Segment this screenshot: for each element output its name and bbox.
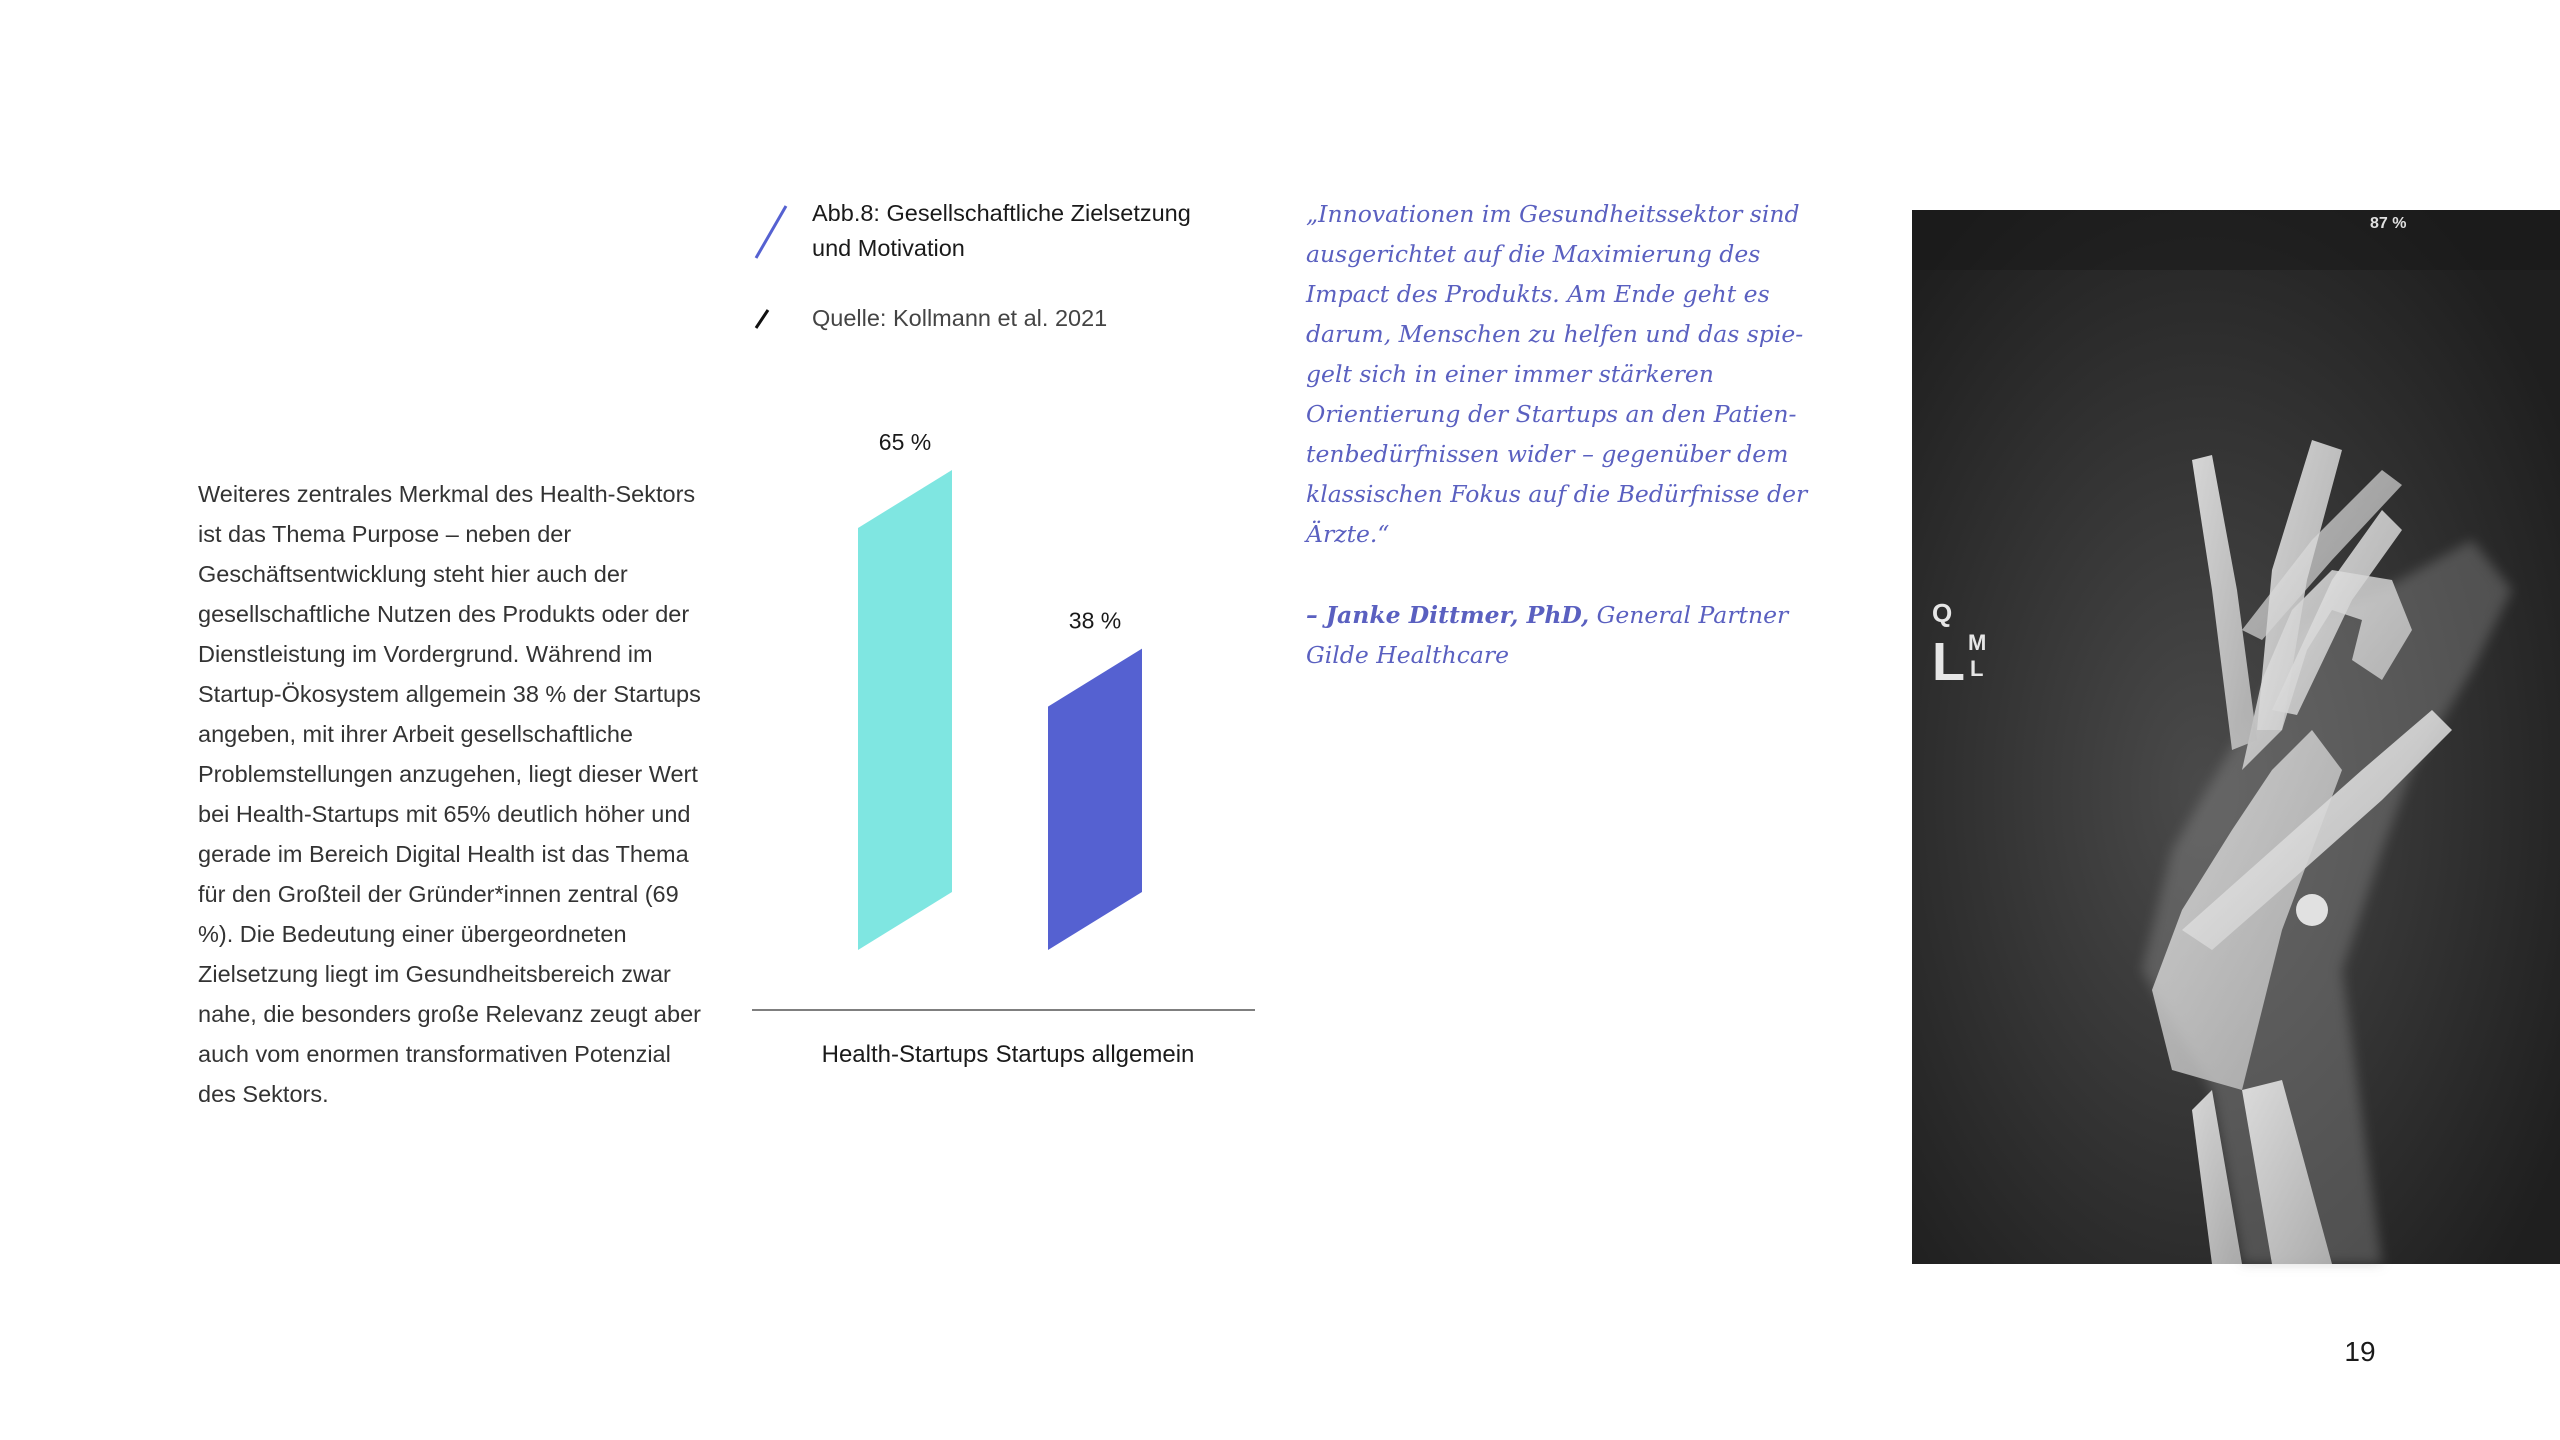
body-text: [198, 474, 708, 1114]
quote-line: „Innovationen im Gesundheitssektor sind: [1306, 200, 1800, 228]
quote-role: General Partner: [1589, 601, 1789, 629]
bar-value-label: 38 %: [1068, 607, 1122, 634]
quote-line: klassischen Fokus auf die Bedürfnisse der: [1306, 480, 1808, 508]
bar-chart: [740, 429, 1280, 1090]
quote-block: [1306, 194, 1808, 554]
quote-organization: Gilde Healthcare: [1306, 641, 1510, 669]
bar-1: [858, 470, 952, 950]
category-label: Health-Startups: [821, 1041, 989, 1068]
figure-caption-title: [812, 196, 1252, 266]
quote-author: – Janke Dittmer, PhD,: [1306, 601, 1590, 629]
category-label: Startups allgemein: [995, 1041, 1195, 1068]
quote-line: ausgerichtet auf die Maximierung des: [1306, 240, 1761, 268]
quote-attribution: [1306, 595, 1808, 675]
quote-line: tenbedürfnissen wider – gegenüber dem: [1306, 440, 1789, 468]
quote-line: Orientierung der Startups an den Patien-: [1306, 400, 1797, 428]
quote-line: gelt sich in einer immer stärkeren: [1306, 360, 1714, 388]
bar-value-label: 65 %: [878, 429, 932, 455]
figure-source: Quelle: Kollmann et al. 2021: [812, 305, 1108, 331]
source-slash-icon: [752, 306, 776, 330]
caption-title-line: und Motivation: [812, 235, 965, 261]
xray-marker-m: M: [1968, 630, 1987, 655]
xray-marker-l: L: [1932, 632, 1965, 692]
quote-line: Impact des Produkts. Am Ende geht es: [1306, 280, 1770, 308]
quote-line: Ärzte.“: [1306, 520, 1390, 548]
caption-title-line: Abb.8: Gesellschaftliche Zielsetzung: [812, 200, 1191, 226]
bar-2: [1048, 649, 1142, 950]
xray-marker-l-small: L: [1970, 656, 1984, 681]
xray-hand-image: [1912, 210, 2560, 1264]
quote-line: darum, Menschen zu helfen und das spie-: [1306, 320, 1804, 348]
caption-slash-icon: [752, 204, 792, 260]
body-paragraph: Weiteres zentrales Merkmal des Health-Sektors ist das Thema Purpose – neben der Geschäftsentwicklung steht hier auch der gesellschaftliche Nutzen des Produkts oder der Dienstleistung im Vordergrund. Während im Startup-Ökosystem allgemein 38 % der Startups angeben, mit ihrer Arbeit gesellschaftliche Problemstellungen anzugehen, liegt dieser Wert bei Health-Startups mit 65% deutlich höher und gerade im Bereich Digital Health ist das Thema für den Großteil der Gründer*innen zentral (69 %). Die Bedeutung einer übergeordneten Zielsetzung liegt im Gesundheitsbereich zwar nahe, die besonders große Relevanz zeugt aber auch vom enormen transformativen Potenzial des Sektors.: [198, 481, 701, 1107]
xray-marker-q: Q: [1932, 598, 1953, 628]
page-number: 19: [2344, 1336, 2376, 1367]
xray-marker-top: 87 %: [2370, 215, 2407, 232]
